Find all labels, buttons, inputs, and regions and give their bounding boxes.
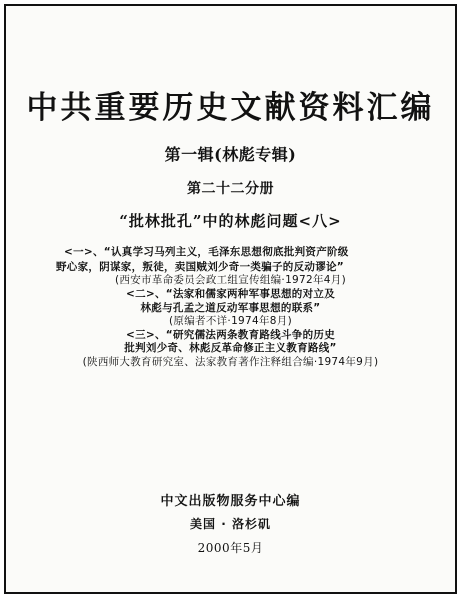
contents-item-1-line-2: 野心家，阴谋家，叛徒，卖国贼刘少奇一类骗子的反动谬论” bbox=[56, 261, 344, 273]
contents-item-2-line-1: <二>、“法家和儒家两种军事思想的对立及 bbox=[126, 288, 335, 300]
publication-date: 2000年5月 bbox=[197, 541, 264, 555]
contents-item-3-source: (陕西师大教育研究室、法家教育著作注释组合编·1974年9月) bbox=[82, 356, 379, 368]
main-title: 中共重要历史文献资料汇编 bbox=[26, 90, 435, 126]
volume-title: “批林批孔”中的林彪问题<八> bbox=[119, 212, 342, 230]
contents-item-1-source: (西安市革命委员会政工组宣传组编·1972年4月) bbox=[115, 274, 346, 286]
contents-item-2-source: (原编者不详·1974年8月) bbox=[169, 315, 292, 327]
contents-item-3-line-2: 批判刘少奇、林彪反革命修正主义教育路线” bbox=[124, 342, 337, 354]
publisher: 中文出版物服务中心编 bbox=[160, 494, 301, 509]
volume-number: 第二十二分册 bbox=[187, 181, 274, 197]
series-title: 第一辑(林彪专辑) bbox=[164, 145, 297, 164]
document-cover bbox=[4, 4, 457, 594]
contents-item-1-line-1: <一>、“认真学习马列主义，毛泽东思想彻底批判资产阶级 bbox=[64, 246, 349, 258]
publication-location: 美国 · 洛杉矶 bbox=[190, 517, 271, 531]
contents-item-2-line-2: 林彪与孔孟之道反动军事思想的联系” bbox=[140, 302, 321, 314]
contents-item-3-line-1: <三>、“研究儒法两条教育路线斗争的历史 bbox=[126, 329, 335, 341]
